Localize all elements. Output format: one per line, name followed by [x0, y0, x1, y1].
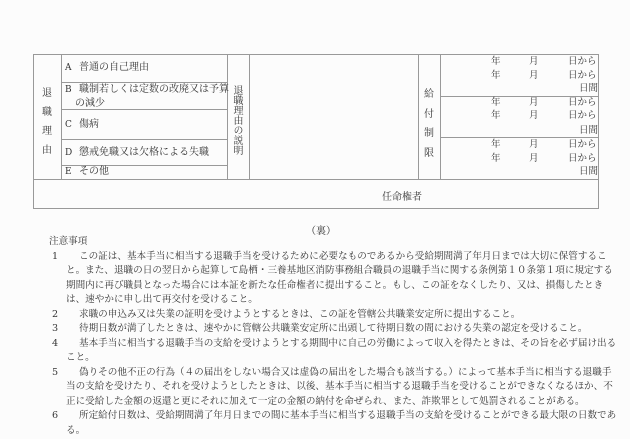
note-item: 3 待期日数が満了したときは、速やかに管轄公共職業安定所に出頭して待期日数の間における失業の認定を受けること。	[52, 323, 588, 334]
day-from-unit: 日から	[568, 139, 597, 150]
reason-option-c[interactable]	[65, 118, 99, 132]
reason-code: A	[65, 63, 72, 73]
year-unit: 年	[491, 110, 501, 121]
reason-option-a[interactable]	[65, 61, 149, 75]
month-unit: 月	[529, 110, 539, 121]
divider	[61, 54, 62, 179]
month-unit: 月	[529, 153, 539, 164]
reason-text: 普通の自己理由	[79, 62, 149, 73]
reason-code: C	[65, 120, 72, 130]
note-item: 6 所定給付日数は、受給期間満了年月日までの間に基本手当に相当する退職手当の支給を受けることができる最大限の日数である。	[52, 410, 617, 436]
back-side-heading: （裏）	[306, 226, 336, 237]
year-unit: 年	[491, 153, 501, 164]
day-from-unit: 日から	[568, 56, 597, 67]
note-item: 1 この証は、基本手当に相当する退職手当を受けるために必要なものであるから受給期間満了年月日までは大切に保管すること。また、退職の日の翌日から起算して島栖・三養基地区消防事務組合職員の退職手当に関する条例第１０条第１項に規定する期間内に再び職員となった場合には本証を新たな任命権者に提出すること。もし、この証をなくしたり、又は、損傷したときは、速やかに申し出て再交付を受けること。	[52, 250, 613, 305]
days-unit: 日間	[579, 125, 599, 136]
month-unit: 月	[529, 139, 539, 150]
reason-text-continued: の減少	[75, 98, 105, 109]
year-unit: 年	[491, 56, 501, 67]
reason-code: D	[65, 148, 73, 158]
note-item: 2 求職の申込み又は失業の証明を受けようとするときは、この証を管轄公共職業安定所に提出すること。	[52, 308, 521, 320]
divider	[33, 179, 599, 180]
appointing-authority-label: 任命権者	[382, 192, 422, 203]
reason-text: 懲戒免職又は欠格による失職	[79, 147, 209, 158]
retirement-reason-label: 退 職 理 由	[42, 88, 52, 156]
days-unit: 日間	[579, 83, 599, 94]
day-from-unit: 日から	[568, 153, 597, 164]
reason-code: B	[65, 85, 72, 95]
reason-code: E	[65, 167, 72, 177]
reason-option-d[interactable]	[65, 146, 209, 160]
notes-title: 注意事項	[49, 236, 88, 247]
explanation-label: 退職理由の説明	[231, 85, 242, 155]
reason-text: 職制若しくは定数の改廃又は予算	[79, 84, 229, 95]
explanation-field[interactable]	[250, 55, 417, 178]
note-item: 5 偽りその他不正の行為（４の届出をしない場合又は虚偽の届出をした場合も該当する。）によって基本手当に相当する退職手当の支給を受けたり、それを受けようとしたときは、以後、基本手当に相当する退職手当を受けることができなくなるほか、不正に受給した金額の返還と更にそれに加えて一定の金額の納付を命ぜられ、また、詐欺罪として処罰されることがある。	[52, 366, 613, 407]
reason-text: 傷病	[79, 119, 99, 130]
day-from-unit: 日から	[568, 110, 597, 121]
reason-option-e[interactable]	[65, 165, 109, 179]
notes-section	[47, 235, 617, 438]
day-from-unit: 日から	[568, 70, 597, 81]
days-unit: 日間	[579, 166, 599, 177]
year-unit: 年	[491, 70, 501, 81]
divider	[61, 139, 227, 140]
reason-text: その他	[79, 166, 109, 177]
appointing-authority-field[interactable]	[425, 181, 595, 207]
month-unit: 月	[529, 56, 539, 67]
month-unit: 月	[529, 97, 539, 108]
day-from-unit: 日から	[568, 97, 597, 108]
reason-option-b[interactable]	[65, 83, 229, 111]
divider	[440, 54, 441, 179]
divider	[227, 54, 228, 179]
benefit-restriction-label: 給 付 制 限	[424, 89, 434, 159]
note-item: 4 基本手当に相当する退職手当の支給を受けようとする期間中に自己の労働によって収入を得たときは、その旨を必ず届け出ること。	[52, 337, 617, 363]
year-unit: 年	[491, 139, 501, 150]
month-unit: 月	[529, 70, 539, 81]
year-unit: 年	[491, 97, 501, 108]
